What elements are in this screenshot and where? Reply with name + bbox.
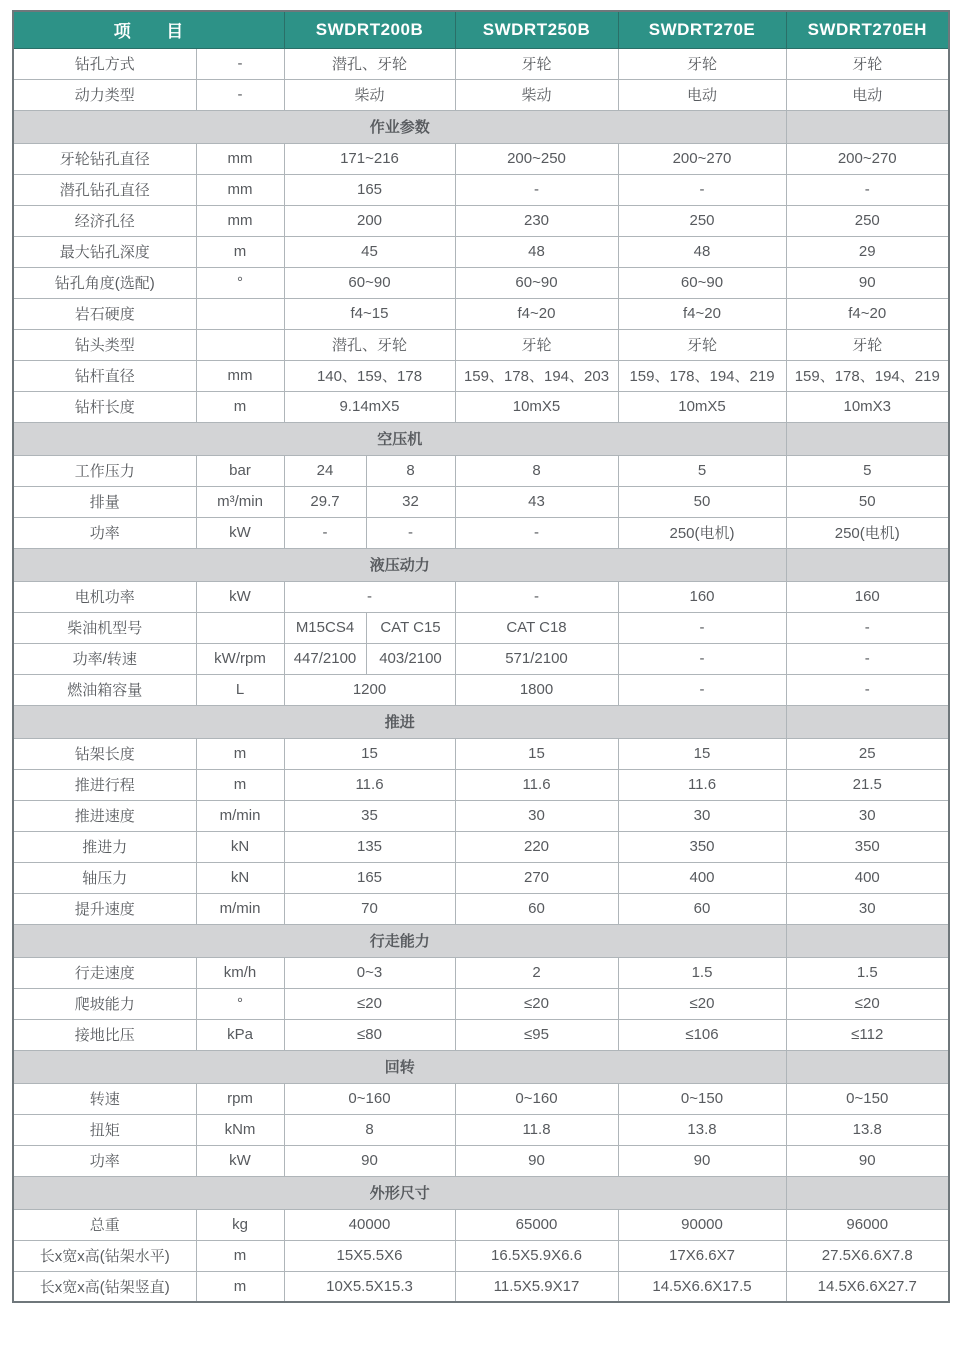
value-cell: 电动 [786, 79, 949, 110]
section-row-spacer [786, 422, 949, 455]
value-cell: 159、178、194、219 [618, 360, 786, 391]
value-cell: 16.5X5.9X6.6 [455, 1240, 618, 1271]
value-cell: ≤106 [618, 1019, 786, 1050]
spec-row [13, 517, 949, 548]
row-label: 钻架长度 [13, 738, 196, 769]
spec-row [13, 643, 949, 674]
row-label: 动力类型 [13, 79, 196, 110]
spec-row [13, 581, 949, 612]
row-label: 岩石硬度 [13, 298, 196, 329]
value-cell: 1200 [284, 674, 455, 705]
value-cell: - [284, 517, 366, 548]
value-cell: ≤80 [284, 1019, 455, 1050]
section-row-spacer [786, 548, 949, 581]
value-cell: 27.5X6.6X7.8 [786, 1240, 949, 1271]
value-cell: - [618, 174, 786, 205]
row-label: 长x宽x高(钻架水平) [13, 1240, 196, 1271]
value-cell: - [618, 674, 786, 705]
value-cell: M15CS4 [284, 612, 366, 643]
section-row [13, 705, 949, 738]
row-label: 功率 [13, 1145, 196, 1176]
value-cell: 15 [284, 738, 455, 769]
value-cell: 电动 [618, 79, 786, 110]
value-cell: 159、178、194、219 [786, 360, 949, 391]
section-row [13, 422, 949, 455]
spec-row [13, 48, 949, 79]
row-label: 推进速度 [13, 800, 196, 831]
row-unit: m [196, 1271, 284, 1302]
row-label: 扭矩 [13, 1114, 196, 1145]
value-cell: 32 [366, 486, 455, 517]
spec-row [13, 174, 949, 205]
row-unit: kNm [196, 1114, 284, 1145]
spec-row [13, 486, 949, 517]
row-label: 潜孔钻孔直径 [13, 174, 196, 205]
value-cell: 8 [366, 455, 455, 486]
value-cell: 40000 [284, 1209, 455, 1240]
header-model-swdrt270eh: SWDRT270EH [786, 11, 949, 48]
section-row [13, 924, 949, 957]
value-cell: CAT C18 [455, 612, 618, 643]
spec-row [13, 1209, 949, 1240]
value-cell: 60~90 [284, 267, 455, 298]
value-cell: 171~216 [284, 143, 455, 174]
row-label: 轴压力 [13, 862, 196, 893]
value-cell: 1.5 [786, 957, 949, 988]
row-unit: m/min [196, 800, 284, 831]
section-label: 空压机 [13, 422, 786, 455]
row-label: 转速 [13, 1083, 196, 1114]
value-cell: 24 [284, 455, 366, 486]
row-unit: - [196, 79, 284, 110]
row-unit [196, 329, 284, 360]
value-cell: ≤95 [455, 1019, 618, 1050]
value-cell: 15X5.5X6 [284, 1240, 455, 1271]
value-cell: 96000 [786, 1209, 949, 1240]
value-cell: 9.14mX5 [284, 391, 455, 422]
spec-row [13, 298, 949, 329]
row-label: 功率 [13, 517, 196, 548]
row-label: 柴油机型号 [13, 612, 196, 643]
row-unit: mm [196, 360, 284, 391]
value-cell: 43 [455, 486, 618, 517]
value-cell: 0~150 [618, 1083, 786, 1114]
value-cell: 220 [455, 831, 618, 862]
value-cell: 柴动 [455, 79, 618, 110]
value-cell: 11.5X5.9X17 [455, 1271, 618, 1302]
row-label: 最大钻孔深度 [13, 236, 196, 267]
value-cell: ≤20 [455, 988, 618, 1019]
section-row-spacer [786, 1176, 949, 1209]
value-cell: 11.6 [284, 769, 455, 800]
value-cell: 230 [455, 205, 618, 236]
row-label: 爬坡能力 [13, 988, 196, 1019]
value-cell: - [284, 581, 455, 612]
spec-row [13, 1019, 949, 1050]
spec-row [13, 800, 949, 831]
value-cell: 30 [455, 800, 618, 831]
value-cell: 29.7 [284, 486, 366, 517]
value-cell: 0~160 [284, 1083, 455, 1114]
spec-table-body [13, 48, 949, 1302]
spec-table [12, 10, 950, 1303]
value-cell: 牙轮 [786, 48, 949, 79]
row-label: 接地比压 [13, 1019, 196, 1050]
value-cell: 8 [284, 1114, 455, 1145]
header-model-swdrt200b: SWDRT200B [284, 11, 455, 48]
value-cell: 11.6 [455, 769, 618, 800]
spec-row [13, 267, 949, 298]
row-label: 工作压力 [13, 455, 196, 486]
row-unit: kW [196, 581, 284, 612]
section-label: 外形尺寸 [13, 1176, 786, 1209]
value-cell: - [786, 674, 949, 705]
value-cell: 270 [455, 862, 618, 893]
section-row-spacer [786, 110, 949, 143]
spec-row [13, 1240, 949, 1271]
row-unit: - [196, 48, 284, 79]
value-cell: 30 [786, 893, 949, 924]
row-unit: m [196, 236, 284, 267]
value-cell: 65000 [455, 1209, 618, 1240]
value-cell: 571/2100 [455, 643, 618, 674]
value-cell: 90 [786, 267, 949, 298]
spec-row [13, 612, 949, 643]
value-cell: 5 [618, 455, 786, 486]
value-cell: 60~90 [455, 267, 618, 298]
value-cell: 400 [618, 862, 786, 893]
value-cell: ≤20 [618, 988, 786, 1019]
section-row [13, 1050, 949, 1083]
row-unit: kN [196, 831, 284, 862]
value-cell: CAT C15 [366, 612, 455, 643]
value-cell: 200~270 [618, 143, 786, 174]
value-cell: 13.8 [618, 1114, 786, 1145]
value-cell: 1.5 [618, 957, 786, 988]
value-cell: 250(电机) [786, 517, 949, 548]
row-label: 钻孔角度(选配) [13, 267, 196, 298]
row-unit: m [196, 738, 284, 769]
row-unit [196, 612, 284, 643]
section-label: 作业参数 [13, 110, 786, 143]
value-cell: 90000 [618, 1209, 786, 1240]
section-label: 液压动力 [13, 548, 786, 581]
value-cell: 200~270 [786, 143, 949, 174]
row-label: 电机功率 [13, 581, 196, 612]
row-label: 钻杆直径 [13, 360, 196, 391]
row-unit: mm [196, 143, 284, 174]
value-cell: 10mX5 [618, 391, 786, 422]
spec-row [13, 1114, 949, 1145]
section-row [13, 1176, 949, 1209]
value-cell: 70 [284, 893, 455, 924]
value-cell: 牙轮 [455, 329, 618, 360]
value-cell: 48 [455, 236, 618, 267]
value-cell: 135 [284, 831, 455, 862]
spec-row [13, 1145, 949, 1176]
value-cell: 30 [786, 800, 949, 831]
row-unit: L [196, 674, 284, 705]
value-cell: 11.6 [618, 769, 786, 800]
value-cell: 90 [786, 1145, 949, 1176]
value-cell: - [786, 612, 949, 643]
value-cell: 140、159、178 [284, 360, 455, 391]
value-cell: 14.5X6.6X27.7 [786, 1271, 949, 1302]
value-cell: 160 [618, 581, 786, 612]
value-cell: 165 [284, 862, 455, 893]
value-cell: f4~20 [618, 298, 786, 329]
value-cell: 403/2100 [366, 643, 455, 674]
row-unit: ° [196, 267, 284, 298]
value-cell: 160 [786, 581, 949, 612]
value-cell: 50 [786, 486, 949, 517]
value-cell: 350 [618, 831, 786, 862]
value-cell: 2 [455, 957, 618, 988]
value-cell: 30 [618, 800, 786, 831]
row-label: 钻头类型 [13, 329, 196, 360]
value-cell: 潜孔、牙轮 [284, 48, 455, 79]
row-label: 排量 [13, 486, 196, 517]
spec-row [13, 360, 949, 391]
value-cell: f4~15 [284, 298, 455, 329]
value-cell: 15 [455, 738, 618, 769]
row-unit: rpm [196, 1083, 284, 1114]
row-label: 燃油箱容量 [13, 674, 196, 705]
value-cell: 1800 [455, 674, 618, 705]
value-cell: 250 [618, 205, 786, 236]
spec-row [13, 143, 949, 174]
row-unit: mm [196, 174, 284, 205]
spec-row [13, 831, 949, 862]
spec-row [13, 391, 949, 422]
spec-row [13, 862, 949, 893]
value-cell: f4~20 [786, 298, 949, 329]
value-cell: 250(电机) [618, 517, 786, 548]
row-unit [196, 298, 284, 329]
value-cell: 10mX5 [455, 391, 618, 422]
value-cell: 60 [618, 893, 786, 924]
value-cell: 8 [455, 455, 618, 486]
value-cell: 90 [618, 1145, 786, 1176]
row-label: 钻孔方式 [13, 48, 196, 79]
row-unit: m/min [196, 893, 284, 924]
value-cell: - [786, 174, 949, 205]
section-row-spacer [786, 705, 949, 738]
row-label: 推进力 [13, 831, 196, 862]
row-label: 提升速度 [13, 893, 196, 924]
value-cell: 0~3 [284, 957, 455, 988]
value-cell: 10X5.5X15.3 [284, 1271, 455, 1302]
section-label: 回转 [13, 1050, 786, 1083]
section-label: 推进 [13, 705, 786, 738]
spec-row [13, 329, 949, 360]
row-unit: m [196, 1240, 284, 1271]
value-cell: 17X6.6X7 [618, 1240, 786, 1271]
value-cell: 90 [455, 1145, 618, 1176]
section-row [13, 110, 949, 143]
section-row-spacer [786, 924, 949, 957]
row-unit: bar [196, 455, 284, 486]
value-cell: 牙轮 [618, 329, 786, 360]
row-unit: mm [196, 205, 284, 236]
row-unit: kN [196, 862, 284, 893]
value-cell: 5 [786, 455, 949, 486]
value-cell: f4~20 [455, 298, 618, 329]
value-cell: 21.5 [786, 769, 949, 800]
value-cell: 50 [618, 486, 786, 517]
value-cell: 159、178、194、203 [455, 360, 618, 391]
row-unit: kg [196, 1209, 284, 1240]
spec-row [13, 893, 949, 924]
value-cell: 29 [786, 236, 949, 267]
row-label: 牙轮钻孔直径 [13, 143, 196, 174]
header-row [13, 11, 949, 48]
value-cell: - [618, 612, 786, 643]
row-label: 功率/转速 [13, 643, 196, 674]
value-cell: 45 [284, 236, 455, 267]
value-cell: 60~90 [618, 267, 786, 298]
value-cell: 60 [455, 893, 618, 924]
row-unit: m [196, 391, 284, 422]
value-cell: ≤20 [284, 988, 455, 1019]
spec-row [13, 957, 949, 988]
value-cell: - [455, 581, 618, 612]
section-row-spacer [786, 1050, 949, 1083]
spec-row [13, 1271, 949, 1302]
value-cell: 15 [618, 738, 786, 769]
value-cell: 0~150 [786, 1083, 949, 1114]
row-label: 行走速度 [13, 957, 196, 988]
row-label: 经济孔径 [13, 205, 196, 236]
row-label: 长x宽x高(钻架竖直) [13, 1271, 196, 1302]
spec-row [13, 769, 949, 800]
section-row [13, 548, 949, 581]
value-cell: 25 [786, 738, 949, 769]
value-cell: 35 [284, 800, 455, 831]
value-cell: - [455, 517, 618, 548]
value-cell: - [786, 643, 949, 674]
row-unit: kW [196, 1145, 284, 1176]
row-unit: ° [196, 988, 284, 1019]
row-label: 总重 [13, 1209, 196, 1240]
value-cell: - [455, 174, 618, 205]
row-unit: kPa [196, 1019, 284, 1050]
value-cell: 400 [786, 862, 949, 893]
value-cell: 10mX3 [786, 391, 949, 422]
row-unit: m [196, 769, 284, 800]
value-cell: 牙轮 [455, 48, 618, 79]
spec-row [13, 79, 949, 110]
header-item-label: 项 目 [13, 11, 284, 48]
value-cell: 200 [284, 205, 455, 236]
value-cell: 165 [284, 174, 455, 205]
row-unit: kW [196, 517, 284, 548]
value-cell: 0~160 [455, 1083, 618, 1114]
header-model-swdrt270e: SWDRT270E [618, 11, 786, 48]
row-unit: m³/min [196, 486, 284, 517]
value-cell: 250 [786, 205, 949, 236]
value-cell: 90 [284, 1145, 455, 1176]
value-cell: 48 [618, 236, 786, 267]
row-label: 推进行程 [13, 769, 196, 800]
value-cell: 牙轮 [786, 329, 949, 360]
spec-row [13, 205, 949, 236]
value-cell: ≤20 [786, 988, 949, 1019]
spec-row [13, 1083, 949, 1114]
value-cell: 200~250 [455, 143, 618, 174]
value-cell: 13.8 [786, 1114, 949, 1145]
value-cell: 350 [786, 831, 949, 862]
table-header [13, 11, 949, 48]
spec-row [13, 455, 949, 486]
value-cell: 柴动 [284, 79, 455, 110]
value-cell: ≤112 [786, 1019, 949, 1050]
spec-row [13, 236, 949, 267]
value-cell: 11.8 [455, 1114, 618, 1145]
value-cell: 潜孔、牙轮 [284, 329, 455, 360]
value-cell: 447/2100 [284, 643, 366, 674]
spec-row [13, 738, 949, 769]
header-model-swdrt250b: SWDRT250B [455, 11, 618, 48]
row-unit: kW/rpm [196, 643, 284, 674]
row-label: 钻杆长度 [13, 391, 196, 422]
section-label: 行走能力 [13, 924, 786, 957]
spec-row [13, 674, 949, 705]
spec-row [13, 988, 949, 1019]
value-cell: - [618, 643, 786, 674]
value-cell: - [366, 517, 455, 548]
value-cell: 14.5X6.6X17.5 [618, 1271, 786, 1302]
row-unit: km/h [196, 957, 284, 988]
value-cell: 牙轮 [618, 48, 786, 79]
